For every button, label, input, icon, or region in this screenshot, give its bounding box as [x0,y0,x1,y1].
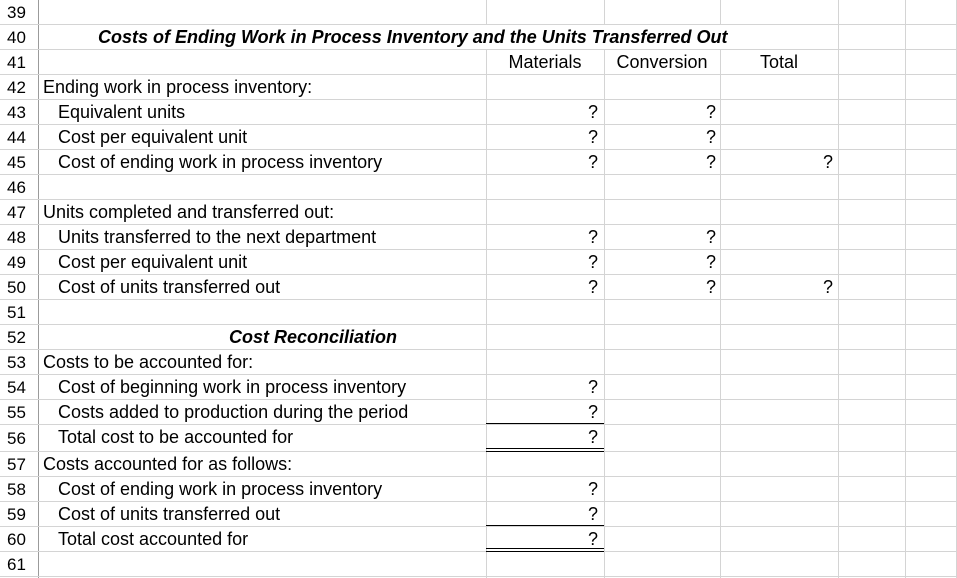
total-accounted-label[interactable]: Total cost accounted for [58,529,249,549]
transferred-heading[interactable]: Units completed and transferred out: [43,202,335,222]
total-to-account-label[interactable]: Total cost to be accounted for [58,427,294,447]
equivalent-units-label[interactable]: Equivalent units [58,102,186,122]
row-number[interactable]: 46 [7,178,26,197]
costs-added-label[interactable]: Costs added to production during the period [58,402,409,422]
transfer-cost-per-unit-label[interactable]: Cost per equivalent unit [58,252,248,272]
accounted-heading[interactable]: Costs accounted for as follows: [43,454,293,474]
subtotal-rule [486,525,604,526]
transfer-cost-per-unit-conversion[interactable]: ? [705,252,716,272]
recon-cost-ending-value[interactable]: ? [587,479,598,499]
equivalent-units-conversion[interactable]: ? [705,102,716,122]
section-title[interactable]: Costs of Ending Work in Process Inventory and the Units Transferred Out [98,27,728,47]
cost-ending-wip-conversion[interactable]: ? [705,152,716,172]
row-number[interactable]: 51 [7,303,26,322]
units-transferred-materials[interactable]: ? [587,227,598,247]
to-account-heading[interactable]: Costs to be accounted for: [43,352,254,372]
row-number[interactable]: 60 [7,530,26,549]
row-number[interactable]: 56 [7,429,26,448]
row-number[interactable]: 52 [7,328,26,347]
cost-ending-wip-materials[interactable]: ? [587,152,598,172]
header-materials[interactable]: Materials [508,52,582,72]
cost-per-unit-label[interactable]: Cost per equivalent unit [58,127,248,147]
total-double-rule [486,548,604,552]
row-number[interactable]: 58 [7,480,26,499]
transfer-cost-per-unit-materials[interactable]: ? [587,252,598,272]
header-conversion[interactable]: Conversion [616,52,708,72]
units-transferred-label[interactable]: Units transferred to the next department [58,227,377,247]
row-divider [0,576,957,577]
total-double-rule [486,448,604,452]
row-number[interactable]: 47 [7,203,26,222]
cost-transferred-conversion[interactable]: ? [705,277,716,297]
row-number[interactable]: 45 [7,153,26,172]
row-number[interactable]: 43 [7,103,26,122]
cost-ending-wip-total[interactable]: ? [822,152,833,172]
recon-cost-transferred-value[interactable]: ? [587,504,598,524]
beginning-wip-value[interactable]: ? [587,377,598,397]
row-header-border [38,0,39,578]
ending-wip-heading[interactable]: Ending work in process inventory: [43,77,313,97]
total-accounted-value[interactable]: ? [587,529,598,549]
column-divider [905,0,906,578]
costs-added-value[interactable]: ? [587,402,598,422]
row-number[interactable]: 54 [7,378,26,397]
units-transferred-conversion[interactable]: ? [705,227,716,247]
recon-cost-transferred-label[interactable]: Cost of units transferred out [58,504,281,524]
row-number[interactable]: 41 [7,53,26,72]
row-number[interactable]: 59 [7,505,26,524]
row-number[interactable]: 61 [7,555,26,574]
row-number[interactable]: 53 [7,353,26,372]
cost-transferred-materials[interactable]: ? [587,277,598,297]
recon-cost-ending-label[interactable]: Cost of ending work in process inventory [58,479,383,499]
cost-transferred-label[interactable]: Cost of units transferred out [58,277,281,297]
beginning-wip-label[interactable]: Cost of beginning work in process inventory [58,377,407,397]
equivalent-units-materials[interactable]: ? [587,102,598,122]
header-total[interactable]: Total [759,52,799,72]
total-to-account-value[interactable]: ? [587,427,598,447]
reconciliation-title[interactable]: Cost Reconciliation [229,327,398,347]
cost-per-unit-materials[interactable]: ? [587,127,598,147]
row-number[interactable]: 48 [7,228,26,247]
row-number[interactable]: 44 [7,128,26,147]
row-number[interactable]: 55 [7,403,26,422]
row-number[interactable]: 42 [7,78,26,97]
column-divider [838,0,839,578]
subtotal-rule [486,423,604,424]
row-number[interactable]: 57 [7,455,26,474]
cost-transferred-total[interactable]: ? [822,277,833,297]
cost-ending-wip-label[interactable]: Cost of ending work in process inventory [58,152,383,172]
row-number[interactable]: 50 [7,278,26,297]
row-number[interactable]: 49 [7,253,26,272]
row-number[interactable]: 40 [7,28,26,47]
row-number[interactable]: 39 [7,3,26,22]
cost-per-unit-conversion[interactable]: ? [705,127,716,147]
